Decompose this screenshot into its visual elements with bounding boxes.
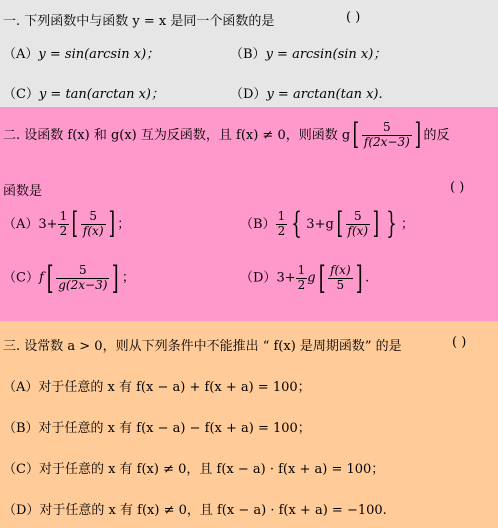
right-bracket: ] — [372, 206, 380, 242]
inner-fraction — [346, 210, 371, 239]
question-1-option-b — [230, 43, 386, 62]
option-c-tag: （C） — [3, 270, 39, 286]
question-2-option-b — [240, 206, 414, 242]
option-a-tag: （A） — [3, 47, 39, 62]
right-bracket: ] — [414, 117, 421, 153]
question-1-section — [0, 0, 498, 107]
fraction-denominator: 2 — [297, 277, 306, 292]
question-2-stem-cont: 函数是 — [3, 184, 43, 199]
left-bracket: [ — [352, 117, 360, 153]
question-2-section — [0, 107, 498, 321]
stem-text-end: 的反 — [423, 127, 450, 143]
option-b-expr: y = arcsin(sin x)； — [265, 47, 387, 62]
option-b-tag: （B） — [240, 216, 276, 232]
fraction-numerator: 5 — [89, 209, 98, 223]
option-a-tag: （A） — [3, 216, 39, 232]
fraction-denominator: 5 — [328, 278, 353, 293]
question-2-option-a — [3, 206, 131, 242]
half-fraction — [296, 264, 308, 293]
option-a-expr: y = sin(arcsin x)； — [38, 47, 160, 62]
option-c-prefix: f — [38, 270, 44, 286]
fraction-numerator: 1 — [297, 262, 306, 277]
fraction-numerator: 1 — [277, 209, 286, 223]
option-d-middle: g — [307, 270, 316, 286]
option-d-expr: y = arctan(tan x). — [266, 87, 383, 102]
half-fraction — [276, 210, 288, 239]
inner-fraction — [56, 264, 109, 293]
question-3-option-d: （D）对于任意的 x 有 f(x) ≠ 0，且 f(x − a) · f(x + a) = −100. — [3, 503, 387, 518]
option-d-tag: （D） — [240, 270, 277, 286]
left-bracket: [ — [46, 259, 54, 297]
fraction-numerator: 5 — [353, 209, 362, 223]
question-3-section — [0, 321, 498, 528]
right-bracket: ] — [112, 259, 120, 297]
fraction-denominator: 2 — [59, 223, 68, 238]
fraction-numerator: 5 — [79, 262, 87, 277]
fraction-numerator: f(x) — [330, 262, 351, 277]
right-brace: } — [386, 206, 397, 242]
left-bracket: [ — [318, 259, 326, 297]
question-2-answer-paren: ( ) — [450, 180, 465, 195]
option-a-suffix: ； — [117, 216, 131, 232]
left-brace: { — [291, 206, 303, 242]
fraction-denominator: f(x) — [347, 223, 369, 238]
fraction-denominator: f(2x−3) — [363, 134, 410, 149]
inner-fraction — [81, 210, 106, 239]
stem-fraction — [362, 121, 412, 150]
left-bracket: [ — [71, 206, 79, 242]
option-b-tag: （B） — [230, 47, 266, 62]
option-c-suffix: ； — [121, 270, 135, 286]
question-2-option-d — [240, 259, 370, 297]
question-3-option-a: （A）对于任意的 x 有 f(x − a) + f(x + a) = 100； — [3, 380, 311, 395]
question-1-option-a — [3, 43, 159, 62]
right-bracket: ] — [355, 259, 363, 297]
left-bracket: [ — [336, 206, 343, 242]
question-1-answer-paren: ( ) — [346, 10, 361, 25]
inner-fraction — [328, 264, 353, 293]
option-d-suffix: . — [365, 270, 370, 286]
option-c-tag: （C） — [3, 87, 39, 102]
option-a-prefix: 3+ — [38, 216, 58, 232]
stem-text: 二. 设函数 f(x) 和 g(x) 互为反函数，且 f(x) ≠ 0，则函数 g — [3, 127, 351, 143]
option-c-expr: y = tan(arctan x)； — [38, 87, 165, 102]
question-2-option-c — [3, 259, 135, 297]
fraction-denominator: f(x) — [82, 223, 104, 238]
question-3-answer-paren: ( ) — [452, 335, 467, 350]
question-3-stem: 三. 设常数 a > 0，则从下列条件中不能推出 “ f(x) 是周期函数” 的是 — [3, 339, 402, 354]
fraction-numerator: 1 — [59, 209, 68, 223]
half-fraction — [58, 210, 70, 239]
fraction-denominator: 2 — [277, 223, 286, 238]
right-bracket: ] — [108, 206, 115, 242]
option-d-tag: （D） — [230, 87, 267, 102]
question-1-option-c — [3, 83, 164, 102]
question-3-option-c: （C）对于任意的 x 有 f(x) ≠ 0，且 f(x − a) · f(x + a) = 100； — [3, 462, 385, 477]
question-1-stem: 一. 下列函数中与函数 y = x 是同一个函数的是 — [3, 14, 275, 29]
option-d-prefix: 3+ — [276, 270, 296, 286]
option-b-suffix: ； — [400, 216, 414, 232]
option-b-middle: 3+g — [306, 216, 334, 232]
fraction-numerator: 5 — [383, 120, 391, 134]
question-2-stem — [3, 117, 450, 153]
question-1-option-d — [230, 83, 383, 102]
question-3-option-b: （B）对于任意的 x 有 f(x − a) − f(x + a) = 100； — [3, 421, 311, 436]
fraction-denominator: g(2x−3) — [58, 277, 108, 292]
